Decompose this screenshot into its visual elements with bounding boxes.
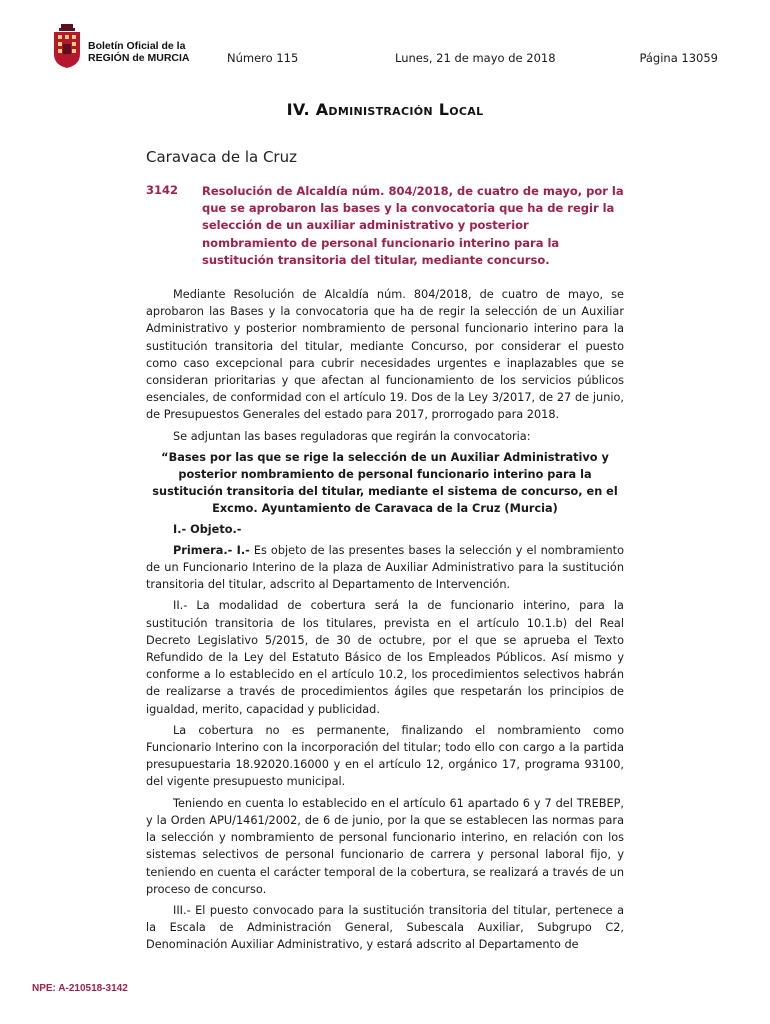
document-body [146, 286, 624, 958]
paragraph-cobertura: La cobertura no es permanente, finalizando el nombramiento como Funcionario Interino con la incorporación del titular; todo ello con cargo a la partida presupuestaria 18.92020.16000 y en el artículo 12, orgánico 17, programa 93100, del vigente presupuesto municipal. [146, 723, 624, 789]
announcement-number: 3142 [146, 183, 179, 197]
paragraph-intro: Mediante Resolución de Alcaldía núm. 804/2018, de cuatro de mayo, se aprobaron las Bases y la convocatoria que ha de regir la selección de un Auxiliar Administrativo y posterior nombramiento de personal funcionario interino para la sustitución transitoria del titular, mediante Concurso, por considerar el puesto como caso excepcional para cubrir necesidades urgentes e inaplazables que se consideran prioritarias y que afectan al funcionamiento de los servicios públicos esenciales, de conformidad con el artículo 19. Dos de la Ley 3/2017, de 27 de junio, de Presupuestos Generales del estado para 2017, prorrogado para 2018. [146, 288, 624, 422]
section-roman: IV. [286, 100, 310, 119]
bases-title: “Bases por las que se rige la selección de un Auxiliar Administrativo y posterior nombramiento de personal funcionario interino para la sustitución transitoria del titular, mediante el sistema de concurso, en el Excmo. Ayuntamiento de Caravaca de la Cruz (Murcia) [152, 450, 618, 516]
paragraph-iii: III.- El puesto convocado para la sustitución transitoria del titular, pertenece a la Escala de Administración General, Subescala Auxiliar, Subgrupo C2, Denominación Auxiliar Administrativo, y estará adscrito al Departamento de [146, 903, 624, 952]
heading-objeto [146, 521, 624, 538]
paragraph-attached: Se adjuntan las bases reguladoras que regirán la convocatoria: [173, 429, 531, 443]
brand-line-2: REGIÓN de MURCIA [88, 52, 190, 64]
town-name: Caravaca de la Cruz [146, 148, 297, 166]
bulletin-brand [88, 40, 190, 64]
section-name: Administración Local [315, 100, 484, 119]
npe-footer: NPE: A-210518-3142 [32, 983, 128, 994]
paragraph-ii: II.- La modalidad de cobertura será la de funcionario interino, para la sustitución transitoria de los titulares, prevista en el artículo 10.1.b) del Real Decreto Legislativo 5/2015, de 30 de octubre, por el que se aprueba el Texto Refundido de la Ley del Estatuto Básico de los Empleados Públicos. Así mismo y conforme a lo establecido en el artículo 10.2, los procedimientos selectivos habrán de realizarse a través de procedimientos ágiles que respetarán los principios de igualdad, merito, capacidad y publicidad. [146, 599, 624, 716]
brand-line-1: Boletín Oficial de la [88, 40, 186, 52]
paragraph-primera [146, 542, 624, 594]
announcement-title: Resolución de Alcaldía núm. 804/2018, de cuatro de mayo, por la que se aprobaron las bases y la convocatoria que ha de regir la selección de un auxiliar administrativo y posterior nombramiento de personal funcionario interino para la sustitución transitoria del titular, mediante concurso. [202, 184, 624, 267]
section-title [0, 100, 770, 119]
heading-objeto-text: I.- Objeto.- [173, 522, 242, 536]
primera-label: Primera.- I.- [173, 543, 250, 557]
paragraph-teniendo: Teniendo en cuenta lo establecido en el artículo 61 apartado 6 y 7 del TREBEP, y la Orden APU/1461/2002, de 6 de junio, por la que se establecen las normas para la selección y nombramiento de personal funcionario interino, en relación con los sistemas selectivos de personal funcionario de carrera y personal laboral fijo, y teniendo en cuenta el carácter temporal de la cobertura, se realizará a través de un proceso de concurso. [146, 796, 624, 896]
page-number: Página 13059 [639, 51, 718, 65]
issue-number: Número 115 [227, 51, 299, 65]
page-header [52, 24, 718, 76]
issue-date: Lunes, 21 de mayo de 2018 [395, 51, 556, 65]
primera-text: Es objeto de las presentes bases la selección y el nombramiento de un Funcionario Interino de la plaza de Auxiliar Administrativo para la sustitución transitoria del titular, adscrito al Departamento de Intervención. [146, 543, 624, 592]
region-de-murcia-shield-icon [52, 24, 82, 68]
